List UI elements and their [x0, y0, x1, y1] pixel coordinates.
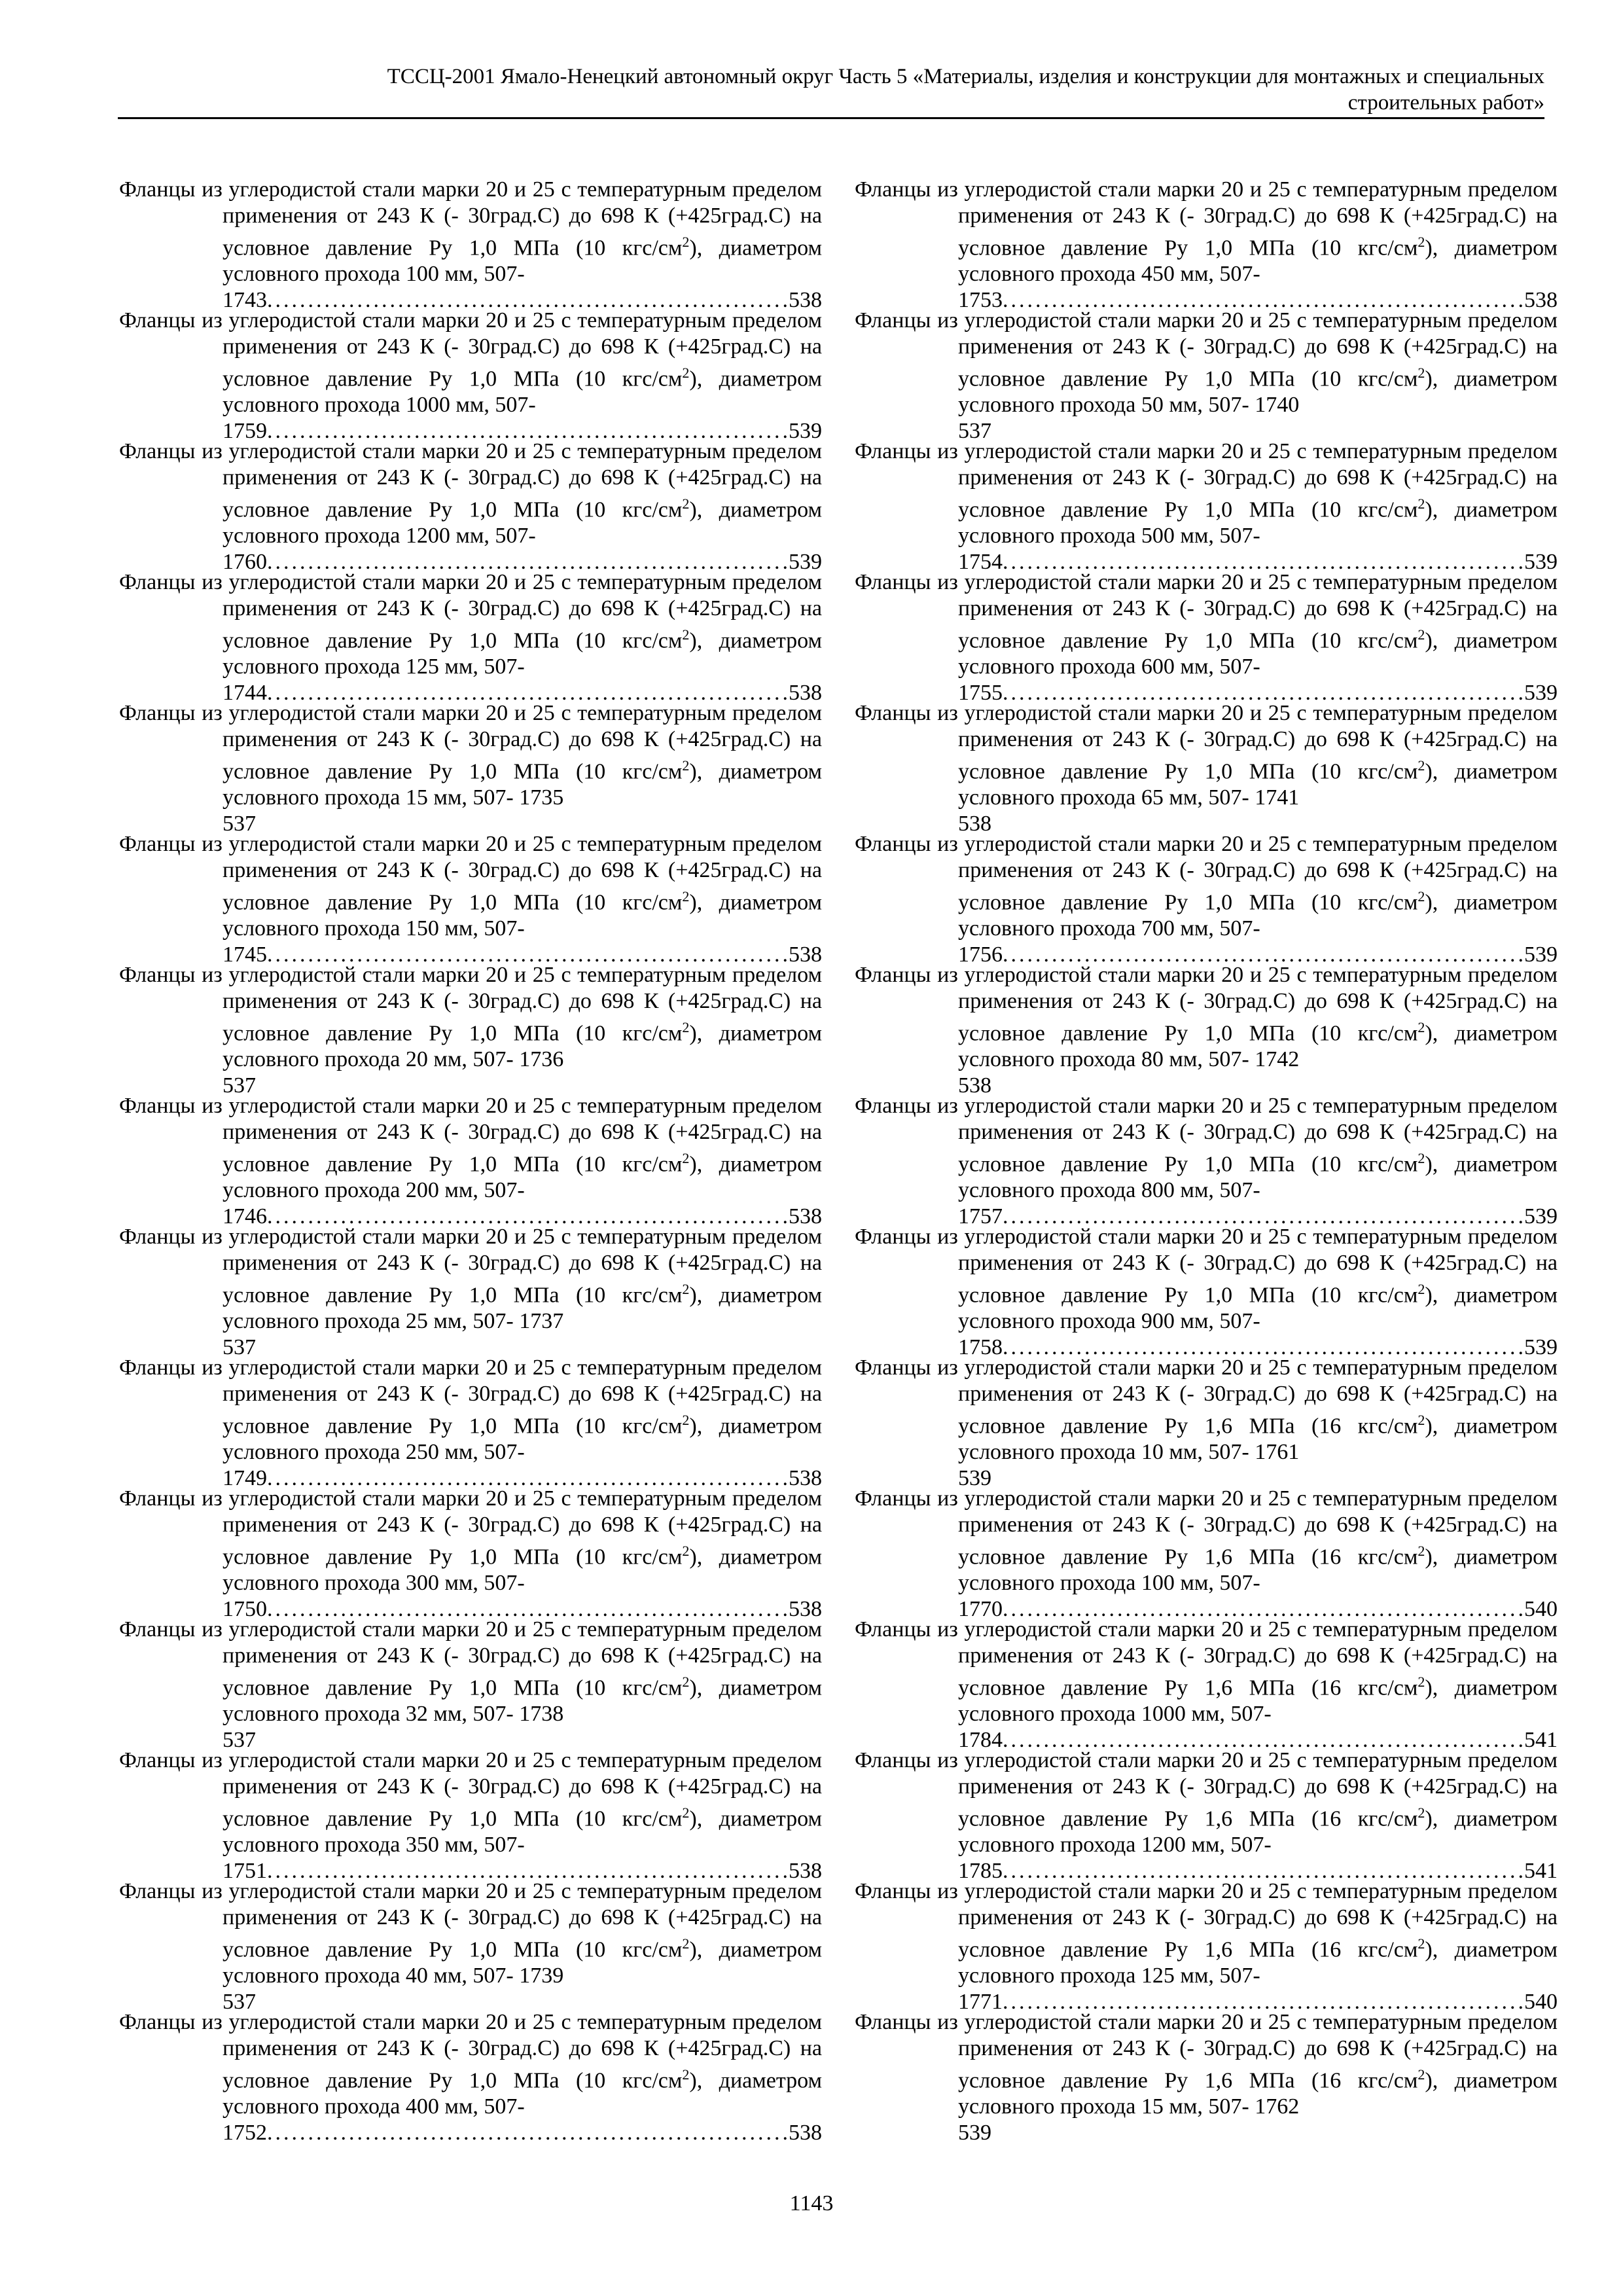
page-header [118, 63, 1544, 119]
entry-text-continued: ), диаметром условного прохода 400 мм, 507- [223, 2068, 822, 2119]
superscript-2: 2 [682, 1674, 690, 1690]
entry-page-number: 539 [1524, 681, 1558, 706]
superscript-2: 2 [1418, 1674, 1425, 1690]
superscript-2: 2 [682, 888, 690, 905]
entry-page-number: 538 [789, 1466, 822, 1491]
entry-text-continued: ), диаметром условного прохода 32 мм, 507- 1738 [223, 1676, 822, 1727]
entry-text: Фланцы из углеродистой стали марки 20 и 25 с температурным пределом применения от 243 К (- 30град.С) до 698 К (+425град.С) на условное давление Ру 1,0 МПа (10 кгс/см [119, 1748, 822, 1831]
entry-page-number: 539 [1524, 1204, 1558, 1229]
entry-text-continued: ), диаметром условного прохода 15 мм, 507- 1735 [223, 759, 822, 810]
entry-text: Фланцы из углеродистой стали марки 20 и 25 с температурным пределом применения от 243 К (- 30град.С) до 698 К (+425град.С) на условное давление Ру 1,0 МПа (10 кгс/см [119, 1355, 822, 1439]
entry-text: Фланцы из углеродистой стали марки 20 и 25 с температурным пределом применения от 243 К (- 30град.С) до 698 К (+425град.С) на условное давление Ру 1,0 МПа (10 кгс/см [855, 308, 1558, 391]
index-entry [119, 439, 822, 575]
entry-code: 1771 [958, 1990, 1003, 2015]
entry-text-continued: ), диаметром условного прохода 10 мм, 507- 1761 [958, 1414, 1558, 1465]
entry-text-continued: ), диаметром условного прохода 25 мм, 507- 1737 [223, 1283, 822, 1334]
index-entry [855, 1355, 1558, 1491]
superscript-2: 2 [1418, 1019, 1425, 1035]
index-entry [855, 569, 1558, 706]
index-entry [855, 962, 1558, 1098]
entry-text: Фланцы из углеродистой стали марки 20 и 25 с температурным пределом применения от 243 К (- 30град.С) до 698 К (+425град.С) на условное давление Ру 1,0 МПа (10 кгс/см [119, 963, 822, 1046]
index-column-right [855, 177, 1558, 2145]
entry-code: 1758 [958, 1335, 1003, 1360]
entry-text: Фланцы из углеродистой стали марки 20 и 25 с температурным пределом применения от 243 К (- 30град.С) до 698 К (+425град.С) на условное давление Ру 1,0 МПа (10 кгс/см [119, 1879, 822, 1962]
entry-code: 1749 [223, 1466, 267, 1491]
entry-text: Фланцы из углеродистой стали марки 20 и 25 с температурным пределом применения от 243 К (- 30град.С) до 698 К (+425град.С) на условное давление Ру 1,0 МПа (10 кгс/см [855, 1225, 1558, 1308]
entry-text-continued: ), диаметром условного прохода 80 мм, 507- 1742 [958, 1021, 1558, 1072]
index-entry [855, 1093, 1558, 1229]
superscript-2: 2 [1418, 495, 1425, 512]
entry-text: Фланцы из углеродистой стали марки 20 и 25 с температурным пределом применения от 243 К (- 30град.С) до 698 К (+425град.С) на условное давление Ру 1,0 МПа (10 кгс/см [119, 832, 822, 915]
entry-text-continued: ), диаметром условного прохода 350 мм, 507- [223, 1806, 822, 1857]
superscript-2: 2 [1418, 888, 1425, 905]
entry-page-number: 538 [1524, 288, 1558, 313]
dot-leader [991, 2120, 1558, 2146]
index-entry [119, 2009, 822, 2145]
entry-text-continued: ), диаметром условного прохода 900 мм, 507- [958, 1283, 1558, 1334]
superscript-2: 2 [682, 1412, 690, 1428]
entry-page-number: 538 [789, 2121, 822, 2145]
index-entry [119, 177, 822, 313]
superscript-2: 2 [1418, 1935, 1425, 1952]
entry-leader-line [223, 2120, 822, 2146]
entry-text: Фланцы из углеродистой стали марки 20 и 25 с температурным пределом применения от 243 К (- 30град.С) до 698 К (+425град.С) на условное давление Ру 1,0 МПа (10 кгс/см [119, 570, 822, 653]
index-entry [855, 308, 1558, 444]
entry-text-continued: ), диаметром условного прохода 125 мм, 507- [958, 1937, 1558, 1988]
superscript-2: 2 [1418, 2066, 1425, 2083]
entry-text: Фланцы из углеродистой стали марки 20 и 25 с температурным пределом применения от 243 К (- 30град.С) до 698 К (+425град.С) на условное давление Ру 1,6 МПа (16 кгс/см [855, 1617, 1558, 1700]
entry-page-number: 538 [789, 1597, 822, 1622]
index-entry [855, 1617, 1558, 1753]
superscript-2: 2 [1418, 234, 1425, 250]
index-entry [119, 1617, 822, 1753]
entry-code: 538 [958, 1073, 991, 1098]
entry-text: Фланцы из углеродистой стали марки 20 и 25 с температурным пределом применения от 243 К (- 30град.С) до 698 К (+425град.С) на условное давление Ру 1,0 МПа (10 кгс/см [119, 1225, 822, 1308]
index-entry [119, 1093, 822, 1229]
entry-text: Фланцы из углеродистой стали марки 20 и 25 с температурным пределом применения от 243 К (- 30град.С) до 698 К (+425град.С) на условное давление Ру 1,0 МПа (10 кгс/см [119, 1486, 822, 1570]
index-entry [119, 1355, 822, 1491]
superscript-2: 2 [1418, 1412, 1425, 1428]
entry-code: 1751 [223, 1859, 267, 1884]
superscript-2: 2 [1418, 1804, 1425, 1821]
entry-page-number: 541 [1524, 1728, 1558, 1753]
entry-text: Фланцы из углеродистой стали марки 20 и 25 с температурным пределом применения от 243 К (- 30град.С) до 698 К (+425град.С) на условное давление Ру 1,0 МПа (10 кгс/см [855, 177, 1558, 260]
entry-page-number: 540 [1524, 1597, 1558, 1622]
entry-page-number: 539 [1524, 942, 1558, 967]
entry-code: 1753 [958, 288, 1003, 313]
entry-text: Фланцы из углеродистой стали марки 20 и 25 с температурным пределом применения от 243 К (- 30град.С) до 698 К (+425град.С) на условное давление Ру 1,0 МПа (10 кгс/см [119, 2010, 822, 2093]
superscript-2: 2 [1418, 1281, 1425, 1297]
entry-text-continued: ), диаметром условного прохода 1000 мм, 507- [958, 1676, 1558, 1727]
entry-page-number: 539 [789, 550, 822, 575]
superscript-2: 2 [1418, 757, 1425, 774]
index-entry [119, 1878, 822, 2015]
entry-text-continued: ), диаметром условного прохода 150 мм, 507- [223, 890, 822, 941]
index-entry [855, 1224, 1558, 1360]
entry-code: 537 [223, 812, 256, 836]
entry-code: 537 [223, 1073, 256, 1098]
superscript-2: 2 [682, 1543, 690, 1559]
entry-text-continued: ), диаметром условного прохода 40 мм, 507- 1739 [223, 1937, 822, 1988]
superscript-2: 2 [682, 2066, 690, 2083]
index-entry [119, 700, 822, 836]
superscript-2: 2 [1418, 626, 1425, 643]
entry-code: 1757 [958, 1204, 1003, 1229]
dot-leader [267, 2120, 789, 2146]
index-entry [119, 1748, 822, 1884]
index-entry [119, 831, 822, 967]
entry-text-continued: ), диаметром условного прохода 15 мм, 507- 1762 [958, 2068, 1558, 2119]
entry-text: Фланцы из углеродистой стали марки 20 и 25 с температурным пределом применения от 243 К (- 30град.С) до 698 К (+425град.С) на условное давление Ру 1,0 МПа (10 кгс/см [119, 177, 822, 260]
entry-text-continued: ), диаметром условного прохода 50 мм, 507- 1740 [958, 367, 1558, 418]
index-entry [855, 831, 1558, 967]
entry-code: 1755 [958, 681, 1003, 706]
entry-text-continued: ), диаметром условного прохода 1000 мм, 507- [223, 367, 822, 418]
header-title-line2: строительных работ» [1347, 91, 1544, 115]
entry-code: 1752 [223, 2121, 267, 2145]
entry-text-continued: ), диаметром условного прохода 300 мм, 507- [223, 1545, 822, 1596]
entry-page-number: 538 [789, 681, 822, 706]
entry-page-number: 538 [789, 942, 822, 967]
entry-text-continued: ), диаметром условного прохода 1200 мм, 507- [958, 1806, 1558, 1857]
index-entry [855, 1878, 1558, 2015]
superscript-2: 2 [682, 495, 690, 512]
entry-text: Фланцы из углеродистой стали марки 20 и 25 с температурным пределом применения от 243 К (- 30град.С) до 698 К (+425град.С) на условное давление Ру 1,0 МПа (10 кгс/см [855, 439, 1558, 522]
entry-text: Фланцы из углеродистой стали марки 20 и 25 с температурным пределом применения от 243 К (- 30град.С) до 698 К (+425град.С) на условное давление Ру 1,6 МПа (16 кгс/см [855, 1879, 1558, 1962]
superscript-2: 2 [682, 1935, 690, 1952]
entry-text: Фланцы из углеродистой стали марки 20 и 25 с температурным пределом применения от 243 К (- 30град.С) до 698 К (+425град.С) на условное давление Ру 1,0 МПа (10 кгс/см [855, 701, 1558, 784]
entry-page-number: 538 [789, 288, 822, 313]
superscript-2: 2 [1418, 365, 1425, 381]
entry-code: 1745 [223, 942, 267, 967]
superscript-2: 2 [682, 626, 690, 643]
index-entry [119, 962, 822, 1098]
index-entry [855, 2009, 1558, 2145]
index-entry [119, 1486, 822, 1622]
page-number: 1143 [789, 2191, 834, 2215]
entry-text: Фланцы из углеродистой стали марки 20 и 25 с температурным пределом применения от 243 К (- 30град.С) до 698 К (+425град.С) на условное давление Ру 1,6 МПа (16 кгс/см [855, 2010, 1558, 2093]
entry-text: Фланцы из углеродистой стали марки 20 и 25 с температурным пределом применения от 243 К (- 30град.С) до 698 К (+425град.С) на условное давление Ру 1,6 МПа (16 кгс/см [855, 1355, 1558, 1439]
entry-code: 1770 [958, 1597, 1003, 1622]
entry-code: 537 [958, 419, 991, 444]
entry-code: 1785 [958, 1859, 1003, 1884]
entry-text-continued: ), диаметром условного прохода 700 мм, 507- [958, 890, 1558, 941]
entry-text-continued: ), диаметром условного прохода 100 мм, 507- [223, 236, 822, 287]
superscript-2: 2 [682, 234, 690, 250]
entry-code: 1746 [223, 1204, 267, 1229]
entry-text-continued: ), диаметром условного прохода 500 мм, 507- [958, 497, 1558, 548]
entry-code: 1784 [958, 1728, 1003, 1753]
entry-text-continued: ), диаметром условного прохода 600 мм, 507- [958, 628, 1558, 679]
entry-page-number: 538 [789, 1204, 822, 1229]
entry-code: 539 [958, 2121, 991, 2145]
superscript-2: 2 [682, 1804, 690, 1821]
index-entry [119, 1224, 822, 1360]
entry-text: Фланцы из углеродистой стали марки 20 и 25 с температурным пределом применения от 243 К (- 30град.С) до 698 К (+425град.С) на условное давление Ру 1,6 МПа (16 кгс/см [855, 1486, 1558, 1570]
entry-page-number: 539 [789, 419, 822, 444]
index-entry [119, 308, 822, 444]
entry-code: 539 [958, 1466, 991, 1491]
entry-text-continued: ), диаметром условного прохода 65 мм, 507- 1741 [958, 759, 1558, 810]
entry-text-continued: ), диаметром условного прохода 20 мм, 507- 1736 [223, 1021, 822, 1072]
entry-code: 537 [223, 1335, 256, 1360]
index-entry [855, 1486, 1558, 1622]
entry-text-continued: ), диаметром условного прохода 200 мм, 507- [223, 1152, 822, 1203]
entry-leader-line [958, 2120, 1558, 2146]
entry-text: Фланцы из углеродистой стали марки 20 и 25 с температурным пределом применения от 243 К (- 30град.С) до 698 К (+425град.С) на условное давление Ру 1,0 МПа (10 кгс/см [119, 1617, 822, 1700]
entry-text-continued: ), диаметром условного прохода 250 мм, 507- [223, 1414, 822, 1465]
entry-code: 1743 [223, 288, 267, 313]
index-entry [855, 1748, 1558, 1884]
entry-text-continued: ), диаметром условного прохода 125 мм, 507- [223, 628, 822, 679]
index-entry [119, 569, 822, 706]
entry-text: Фланцы из углеродистой стали марки 20 и 25 с температурным пределом применения от 243 К (- 30град.С) до 698 К (+425град.С) на условное давление Ру 1,0 МПа (10 кгс/см [855, 1094, 1558, 1177]
entry-page-number: 540 [1524, 1990, 1558, 2015]
entry-text: Фланцы из углеродистой стали марки 20 и 25 с температурным пределом применения от 243 К (- 30град.С) до 698 К (+425град.С) на условное давление Ру 1,0 МПа (10 кгс/см [119, 439, 822, 522]
entry-code: 1759 [223, 419, 267, 444]
superscript-2: 2 [682, 1019, 690, 1035]
entry-page-number: 541 [1524, 1859, 1558, 1884]
entry-text-continued: ), диаметром условного прохода 100 мм, 507- [958, 1545, 1558, 1596]
entry-text: Фланцы из углеродистой стали марки 20 и 25 с температурным пределом применения от 243 К (- 30град.С) до 698 К (+425град.С) на условное давление Ру 1,0 МПа (10 кгс/см [119, 1094, 822, 1177]
entry-page-number: 539 [1524, 550, 1558, 575]
superscript-2: 2 [682, 1150, 690, 1166]
superscript-2: 2 [682, 1281, 690, 1297]
index-entry [855, 700, 1558, 836]
entry-text-continued: ), диаметром условного прохода 800 мм, 507- [958, 1152, 1558, 1203]
entry-text: Фланцы из углеродистой стали марки 20 и 25 с температурным пределом применения от 243 К (- 30град.С) до 698 К (+425град.С) на условное давление Ру 1,0 МПа (10 кгс/см [855, 963, 1558, 1046]
entry-code: 1754 [958, 550, 1003, 575]
entry-code: 1744 [223, 681, 267, 706]
entry-code: 537 [223, 1728, 256, 1753]
entry-code: 537 [223, 1990, 256, 2015]
entry-code: 1750 [223, 1597, 267, 1622]
entry-page-number: 538 [789, 1859, 822, 1884]
entry-text: Фланцы из углеродистой стали марки 20 и 25 с температурным пределом применения от 243 К (- 30град.С) до 698 К (+425град.С) на условное давление Ру 1,0 МПа (10 кгс/см [855, 832, 1558, 915]
entry-text: Фланцы из углеродистой стали марки 20 и 25 с температурным пределом применения от 243 К (- 30град.С) до 698 К (+425град.С) на условное давление Ру 1,6 МПа (16 кгс/см [855, 1748, 1558, 1831]
superscript-2: 2 [682, 365, 690, 381]
entry-text: Фланцы из углеродистой стали марки 20 и 25 с температурным пределом применения от 243 К (- 30град.С) до 698 К (+425град.С) на условное давление Ру 1,0 МПа (10 кгс/см [119, 701, 822, 784]
superscript-2: 2 [682, 757, 690, 774]
superscript-2: 2 [1418, 1543, 1425, 1559]
index-column-left [119, 177, 822, 2145]
entry-text: Фланцы из углеродистой стали марки 20 и 25 с температурным пределом применения от 243 К (- 30град.С) до 698 К (+425град.С) на условное давление Ру 1,0 МПа (10 кгс/см [855, 570, 1558, 653]
superscript-2: 2 [1418, 1150, 1425, 1166]
entry-page-number: 539 [1524, 1335, 1558, 1360]
entry-text: Фланцы из углеродистой стали марки 20 и 25 с температурным пределом применения от 243 К (- 30град.С) до 698 К (+425град.С) на условное давление Ру 1,0 МПа (10 кгс/см [119, 308, 822, 391]
entry-code: 1756 [958, 942, 1003, 967]
index-entry [855, 177, 1558, 313]
index-entry [855, 439, 1558, 575]
entry-code: 1760 [223, 550, 267, 575]
header-title-line1: ТССЦ-2001 Ямало-Ненецкий автономный округ Часть 5 «Материалы, изделия и конструкции для монтажных и специальных [387, 65, 1544, 88]
entry-text-continued: ), диаметром условного прохода 1200 мм, 507- [223, 497, 822, 548]
entry-text-continued: ), диаметром условного прохода 450 мм, 507- [958, 236, 1558, 287]
entry-code: 538 [958, 812, 991, 836]
